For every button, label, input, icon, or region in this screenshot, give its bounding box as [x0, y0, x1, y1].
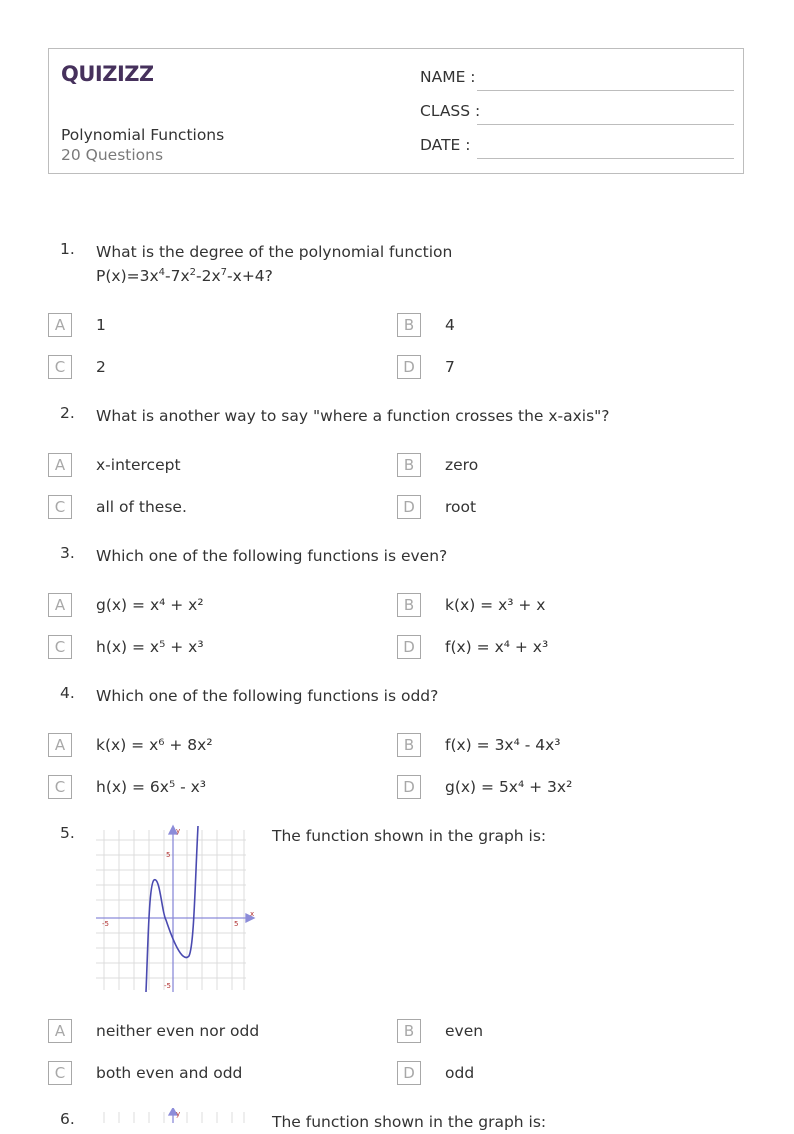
option-a-text[interactable]: 1 — [96, 316, 106, 334]
option-c-text[interactable]: h(x) = 6x⁵ - x³ — [96, 778, 207, 796]
option-d-box[interactable]: D — [397, 1061, 421, 1085]
option-c-text[interactable]: all of these. — [96, 498, 187, 516]
question-count: 20 Questions — [61, 146, 164, 164]
y-max-label: 5 — [166, 851, 171, 859]
option-a-text[interactable]: g(x) = x⁴ + x² — [96, 596, 204, 614]
option-b-text[interactable]: even — [445, 1022, 484, 1040]
question-number: 6. — [60, 1110, 75, 1128]
x-max-label: 5 — [234, 920, 239, 928]
option-d-text[interactable]: root — [445, 498, 477, 516]
y-axis-label: y — [176, 1110, 181, 1118]
option-b-text[interactable]: k(x) = x³ + x — [445, 596, 546, 614]
date-line[interactable] — [477, 158, 734, 159]
question-text: The function shown in the graph is: — [272, 1113, 547, 1131]
question-number: 5. — [60, 824, 75, 842]
question-text: What is another way to say "where a function crosses the x-axis"? — [96, 407, 610, 425]
question-text-line2: $P(x)=3x^4-7x^2-2x^7-x+4$? — [96, 267, 273, 285]
quizizz-logo — [61, 59, 153, 91]
option-d-text[interactable]: g(x) = 5x⁴ + 3x² — [445, 778, 573, 796]
option-b-box[interactable]: B — [397, 1019, 421, 1043]
question-text — [96, 240, 452, 288]
question-text: The function shown in the graph is: — [272, 827, 547, 845]
name-line[interactable] — [477, 90, 734, 91]
question-text: Which one of the following functions is odd? — [96, 687, 439, 705]
question-number: 2. — [60, 404, 75, 422]
option-b-text[interactable]: zero — [445, 456, 479, 474]
worksheet-title: Polynomial Functions — [61, 126, 225, 144]
function-graph — [96, 824, 256, 998]
option-c-box[interactable]: C — [48, 495, 72, 519]
option-c-text[interactable]: h(x) = x⁵ + x³ — [96, 638, 204, 656]
option-a-text[interactable]: k(x) = x⁶ + 8x² — [96, 736, 213, 754]
name-field[interactable] — [420, 68, 734, 90]
option-b-text[interactable]: f(x) = 3x⁴ - 4x³ — [445, 736, 561, 754]
logo-text: QUIZIZZ — [61, 62, 153, 86]
option-d-text[interactable]: 7 — [445, 358, 455, 376]
option-c-text[interactable]: both even and odd — [96, 1064, 243, 1082]
date-label: DATE : — [420, 136, 471, 154]
name-label: NAME : — [420, 68, 476, 86]
option-c-text[interactable]: 2 — [96, 358, 106, 376]
option-b-box[interactable]: B — [397, 453, 421, 477]
question-text: Which one of the following functions is even? — [96, 547, 448, 565]
option-b-box[interactable]: B — [397, 313, 421, 337]
class-label: CLASS : — [420, 102, 481, 120]
option-c-box[interactable]: C — [48, 775, 72, 799]
option-c-box[interactable]: C — [48, 355, 72, 379]
question-number: 1. — [60, 240, 75, 258]
x-axis-label: x — [250, 910, 255, 918]
question-number: 4. — [60, 684, 75, 702]
option-b-box[interactable]: B — [397, 593, 421, 617]
question-number: 3. — [60, 544, 75, 562]
option-a-text[interactable]: neither even nor odd — [96, 1022, 260, 1040]
option-a-box[interactable]: A — [48, 453, 72, 477]
worksheet-header — [48, 48, 744, 174]
option-d-box[interactable]: D — [397, 775, 421, 799]
option-b-box[interactable]: B — [397, 733, 421, 757]
option-c-box[interactable]: C — [48, 1061, 72, 1085]
class-field[interactable] — [420, 102, 734, 124]
question-text-line1: What is the degree of the polynomial function — [96, 243, 453, 261]
option-a-text[interactable]: x-intercept — [96, 456, 181, 474]
x-min-label: -5 — [102, 920, 109, 928]
y-axis-label: y — [176, 827, 181, 835]
option-a-box[interactable]: A — [48, 1019, 72, 1043]
option-d-text[interactable]: odd — [445, 1064, 475, 1082]
option-d-text[interactable]: f(x) = x⁴ + x³ — [445, 638, 549, 656]
class-line[interactable] — [477, 124, 734, 125]
option-d-box[interactable]: D — [397, 495, 421, 519]
option-a-box[interactable]: A — [48, 733, 72, 757]
option-c-box[interactable]: C — [48, 635, 72, 659]
option-d-box[interactable]: D — [397, 355, 421, 379]
option-d-box[interactable]: D — [397, 635, 421, 659]
option-a-box[interactable]: A — [48, 313, 72, 337]
option-b-text[interactable]: 4 — [445, 316, 455, 334]
function-graph — [96, 1108, 256, 1127]
date-field[interactable] — [420, 136, 734, 158]
y-min-label: -5 — [164, 982, 171, 990]
option-a-box[interactable]: A — [48, 593, 72, 617]
